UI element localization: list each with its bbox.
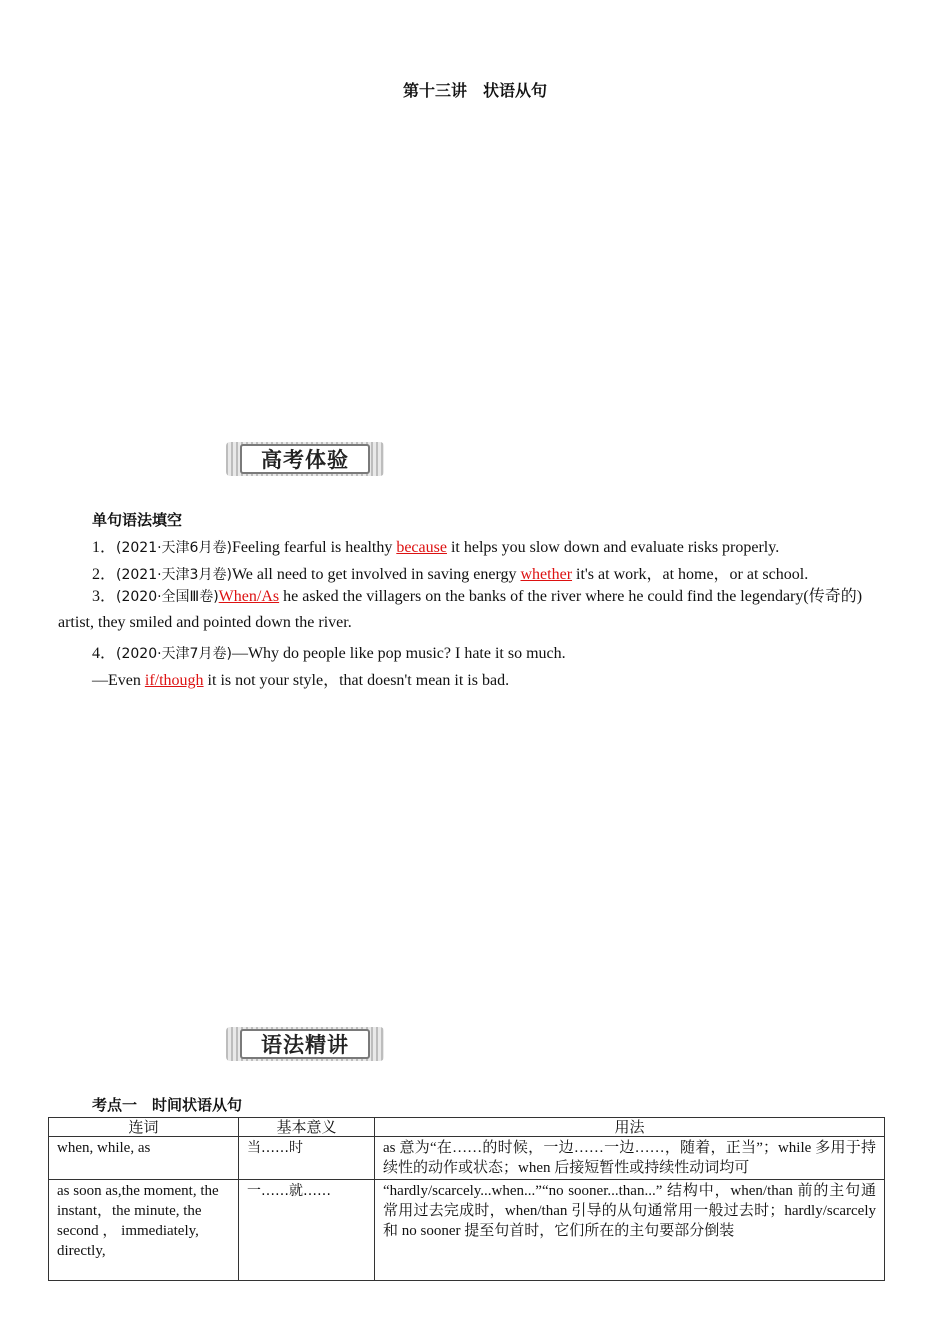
item-source: (2021·天津6月卷) [116, 540, 232, 556]
section-label: 考点一 时间状语从句 [92, 1096, 243, 1114]
column-header: 基本意义 [239, 1118, 375, 1137]
item-source: (2020·天津7月卷) [116, 646, 232, 662]
exercise-item-3 [58, 584, 894, 636]
page-title [0, 78, 950, 101]
item-text: it is not your style，that doesn't mean it is bad. [203, 672, 510, 689]
banner-label: 语法精讲 [240, 1029, 370, 1059]
item-text: it helps you slow down and evaluate risks properly. [446, 539, 780, 556]
item-number: 2． [92, 566, 117, 583]
conjunction-cell: when, while, as [49, 1137, 239, 1180]
item-text: Feeling fearful is healthy [231, 539, 397, 556]
table-header-row [49, 1118, 885, 1137]
column-header: 用法 [375, 1118, 885, 1137]
column-header: 连词 [49, 1118, 239, 1137]
exercise-item-1 [92, 534, 779, 557]
exercise-item-2 [92, 561, 808, 584]
item-answer: because [396, 539, 447, 556]
section-banner-exam [226, 442, 384, 476]
conjunction-cell: as soon as,the moment, the instant，the minute, the second ， immediately, directly, [49, 1180, 239, 1281]
item-answer: if/though [144, 672, 204, 689]
item-number: 4． [92, 645, 117, 662]
exercise-item-4-reply [92, 667, 509, 690]
conjunction-table [48, 1117, 885, 1281]
item-number: 1． [92, 539, 117, 556]
lecture-number: 第十三讲 [402, 81, 467, 100]
item-answer: whether [520, 566, 573, 583]
usage-cell: “hardly/scarcely...when...”“no sooner...than...” 结构中，when/than 前的主句通常用过去完成时，when/than 引导的从句通常用一般过去时；hardly/scarcely 和 no sooner 提至句首时，它们所在的主句要部分倒装 [375, 1180, 885, 1281]
meaning-cell: 当……时 [239, 1137, 375, 1180]
item-text: he asked the villagers on the banks of the river where he could find the legendary(传奇的) artist, they smiled and pointed down the river. [58, 588, 863, 631]
item-text: —Even [92, 672, 145, 689]
item-text: it's at work，at home，or at school. [572, 566, 809, 583]
usage-cell: as 意为“在……的时候，一边……一边……，随着，正当”；while 多用于持续性的动作或状态；when 后接短暂性或持续性动词均可 [375, 1137, 885, 1180]
item-number: 3． [92, 588, 117, 605]
item-source: (2021·天津3月卷) [116, 567, 232, 583]
meaning-cell: 一……就…… [239, 1180, 375, 1281]
lecture-topic: 状语从句 [483, 81, 548, 100]
item-answer: When/As [218, 588, 280, 605]
exercise-heading: 单句语法填空 [92, 511, 183, 529]
banner-label: 高考体验 [240, 444, 370, 474]
item-source: (2020·全国Ⅲ卷) [116, 589, 219, 605]
exercise-item-4 [92, 640, 566, 663]
item-text: We all need to get involved in saving energy [231, 566, 521, 583]
table-row [49, 1180, 885, 1281]
item-text: —Why do people like pop music? I hate it so much. [231, 645, 566, 662]
section-banner-grammar [226, 1027, 384, 1061]
table-row [49, 1137, 885, 1180]
